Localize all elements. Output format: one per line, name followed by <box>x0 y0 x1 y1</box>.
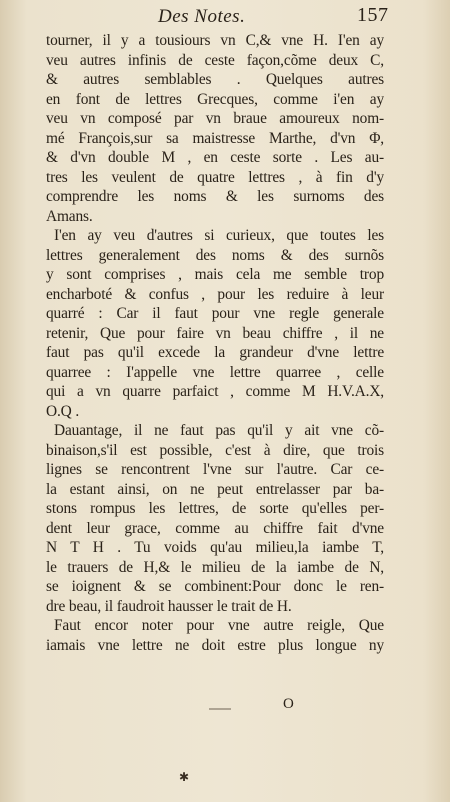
text-line: O.Q . <box>46 402 80 420</box>
page-number: 157 <box>357 4 389 26</box>
text-line: retenir, Que pour faire vn beau chiffre , il ne <box>46 324 384 342</box>
text-line: tres les veulent de quatre lettres , à fin d'y <box>46 168 384 186</box>
text-line: & d'vn double M , en ceste sorte . Les au- <box>46 149 384 166</box>
text-line: iamais vne lettre ne doit estre plus longue ny <box>46 636 384 654</box>
text-line: comprendre les noms & les surnoms des <box>46 188 384 205</box>
text-line: y sont comprises , mais cela me semble trop <box>46 266 384 283</box>
text-line: N T H . Tu voids qu'au milieu,la iambe T, <box>46 539 384 556</box>
running-title: Des Notes. <box>158 6 246 27</box>
text-line: dent leur grace, comme au chiffre fait d'vne <box>46 519 384 537</box>
text-line: le trauers de H,& le milieu de la iambe de N, <box>46 558 384 576</box>
text-line: faut pas qu'il excede la grandeur d'vne lettre <box>46 344 384 361</box>
text-line: veu vn composé par vn braue amoureux nom- <box>46 110 384 127</box>
text-line: qui a vn quarre parfaict , comme M H.V.A.X, <box>46 383 384 400</box>
catchword: O <box>283 696 294 712</box>
text-line: quarree : I'appelle vne lettre quarree , celle <box>46 363 384 381</box>
page-header <box>0 4 450 30</box>
text-line: encharboté & confus , pour les reduire à leur <box>46 285 384 303</box>
text-line: lignes se rencontrent l'vne sur l'autre. Car ce- <box>46 461 384 478</box>
text-line: veu autres infinis de ceste façon,cõme deux C, <box>46 51 384 69</box>
text-line: en font de lettres Grecques, comme i'en ay <box>46 90 384 108</box>
text-line: dre beau, il faudroit hausser le trait de H. <box>46 597 292 615</box>
text-line: mé François,sur sa maistresse Marthe, d'vn Φ, <box>46 129 384 147</box>
text-line: tourner, il y a tousiours vn C,& vne H. I'en ay <box>46 32 384 49</box>
text-line: & autres semblables . Quelques autres <box>46 71 384 88</box>
text-line: quarré : Car il faut pour vne regle generale <box>46 305 384 322</box>
text-line: Amans. <box>46 207 93 225</box>
ornament-icon: ✱ <box>179 770 190 784</box>
text-line: I'en ay veu d'autres si curieux, que toutes les <box>54 227 384 244</box>
text-line: binaison,s'il est possible, c'est à dire, que trois <box>46 441 384 459</box>
ink-smudge <box>209 708 231 710</box>
text-line: la estant ainsi, on ne peut entrelasser par ba- <box>46 480 384 498</box>
body-text <box>46 31 384 655</box>
text-line: se ioignent & se combinent:Pour donc le ren- <box>46 578 384 595</box>
text-line: stons rompus les lettres, de sorte qu'elles per- <box>46 500 384 517</box>
text-line: lettres generalement des noms & des surnõs <box>46 246 384 264</box>
text-line: Dauantage, il ne faut pas qu'il y ait vne cõ- <box>54 422 384 439</box>
text-line: Faut encor noter pour vne autre reigle, Que <box>54 617 384 634</box>
